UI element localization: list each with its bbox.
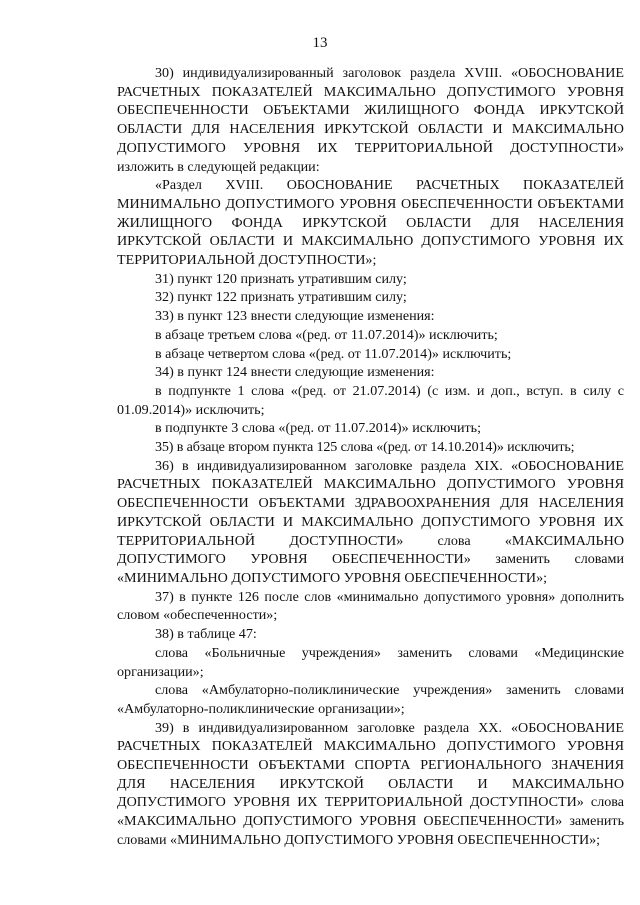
paragraph-item-37: 37) в пункте 126 после слов «минимально допустимого уровня» дополнить словом «обеспеченности»; — [117, 588, 624, 624]
paragraph-item-38: 38) в таблице 47: — [155, 626, 257, 643]
paragraph-item-30: 30) индивидуализированный заголовок раздела XVIII. «ОБОСНОВАНИЕ РАСЧЕТНЫХ ПОКАЗАТЕЛЕЙ МАКСИМАЛЬНО ДОПУСТИМОГО УРОВНЯ ОБЕСПЕЧЕННОСТИ ОБЪЕКТАМИ ЖИЛИЩНОГО ФОНДА ИРКУТСКОЙ ОБЛАСТИ ДЛЯ НАСЕЛЕНИЯ ИРКУТСКОЙ ОБЛАСТИ И МАКСИМАЛЬНО ДОПУСТИМОГО УРОВНЯ ИХ ТЕРРИТОРИАЛЬНОЙ ДОСТУПНОСТИ» изложить в следующей редакции: — [117, 65, 624, 175]
paragraph-item-34-sub-3: в подпункте 3 слова «(ред. от 11.07.2014)» исключить; — [155, 420, 481, 437]
paragraph-item-36: 36) в индивидуализированном заголовке раздела XIX. «ОБОСНОВАНИЕ РАСЧЕТНЫХ ПОКАЗАТЕЛЕЙ МАКСИМАЛЬНО ДОПУСТИМОГО УРОВНЯ ОБЕСПЕЧЕННОСТИ ОБЪЕКТАМИ ЗДРАВООХРАНЕНИЯ ДЛЯ НАСЕЛЕНИЯ ИРКУТСКОЙ ОБЛАСТИ И МАКСИМАЛЬНО ДОПУСТИМОГО УРОВНЯ ИХ ТЕРРИТОРИАЛЬНОЙ ДОСТУПНОСТИ» слова «МАКСИМАЛЬНО ДОПУСТИМОГО УРОВНЯ ОБЕСПЕЧЕННОСТИ» заменить словами «МИНИМАЛЬНО ДОПУСТИМОГО УРОВНЯ ОБЕСПЕЧЕННОСТИ»; — [117, 457, 624, 586]
paragraph-item-33-abzac-3: в абзаце третьем слова «(ред. от 11.07.2014)» исключить; — [155, 326, 498, 343]
paragraph-item-34: 34) в пункт 124 внести следующие изменения: — [155, 364, 435, 381]
page-number: 13 — [312, 35, 328, 51]
paragraph-item-33-abzac-4: в абзаце четвертом слова «(ред. от 11.07.2014)» исключить; — [155, 345, 512, 362]
paragraph-item-34-sub-1: в подпункте 1 слова «(ред. от 21.07.2014) (с изм. и доп., вступ. в силу с 01.09.2014)» исключить; — [117, 382, 624, 418]
paragraph-item-35: 35) в абзаце втором пункта 125 слова «(ред. от 14.10.2014)» исключить; — [155, 439, 575, 456]
paragraph-section-xviii-title: «Раздел XVIII. ОБОСНОВАНИЕ РАСЧЕТНЫХ ПОКАЗАТЕЛЕЙ МИНИМАЛЬНО ДОПУСТИМОГО УРОВНЯ ОБЕСПЕЧЕННОСТИ ОБЪЕКТАМИ ЖИЛИЩНОГО ФОНДА ИРКУТСКОЙ ОБЛАСТИ ДЛЯ НАСЕЛЕНИЯ ИРКУТСКОЙ ОБЛАСТИ И МАКСИМАЛЬНО ДОПУСТИМОГО УРОВНЯ ИХ ТЕРРИТОРИАЛЬНОЙ ДОСТУПНОСТИ»; — [117, 177, 624, 269]
document-body — [117, 64, 624, 850]
paragraph-item-39: 39) в индивидуализированном заголовке раздела XX. «ОБОСНОВАНИЕ РАСЧЕТНЫХ ПОКАЗАТЕЛЕЙ МАКСИМАЛЬНО ДОПУСТИМОГО УРОВНЯ ОБЕСПЕЧЕННОСТИ ОБЪЕКТАМИ СПОРТА РЕГИОНАЛЬНОГО ЗНАЧЕНИЯ ДЛЯ НАСЕЛЕНИЯ ИРКУТСКОЙ ОБЛАСТИ И МАКСИМАЛЬНО ДОПУСТИМОГО УРОВНЯ ИХ ТЕРРИТОРИАЛЬНОЙ ДОСТУПНОСТИ» слова «МАКСИМАЛЬНО ДОПУСТИМОГО УРОВНЯ ОБЕСПЕЧЕННОСТИ» заменить словами «МИНИМАЛЬНО ДОПУСТИМОГО УРОВНЯ ОБЕСПЕЧЕННОСТИ»; — [117, 719, 624, 848]
paragraph-item-38-hospitals: слова «Больничные учреждения» заменить словами «Медицинские организации»; — [117, 644, 624, 680]
paragraph-item-32: 32) пункт 122 признать утратившим силу; — [155, 289, 407, 306]
paragraph-item-33: 33) в пункт 123 внести следующие изменения: — [155, 308, 435, 325]
paragraph-item-31: 31) пункт 120 признать утратившим силу; — [155, 270, 407, 287]
paragraph-item-38-outpatient: слова «Амбулаторно-поликлинические учреждения» заменить словами «Амбулаторно-поликлинические организации»; — [117, 682, 624, 717]
